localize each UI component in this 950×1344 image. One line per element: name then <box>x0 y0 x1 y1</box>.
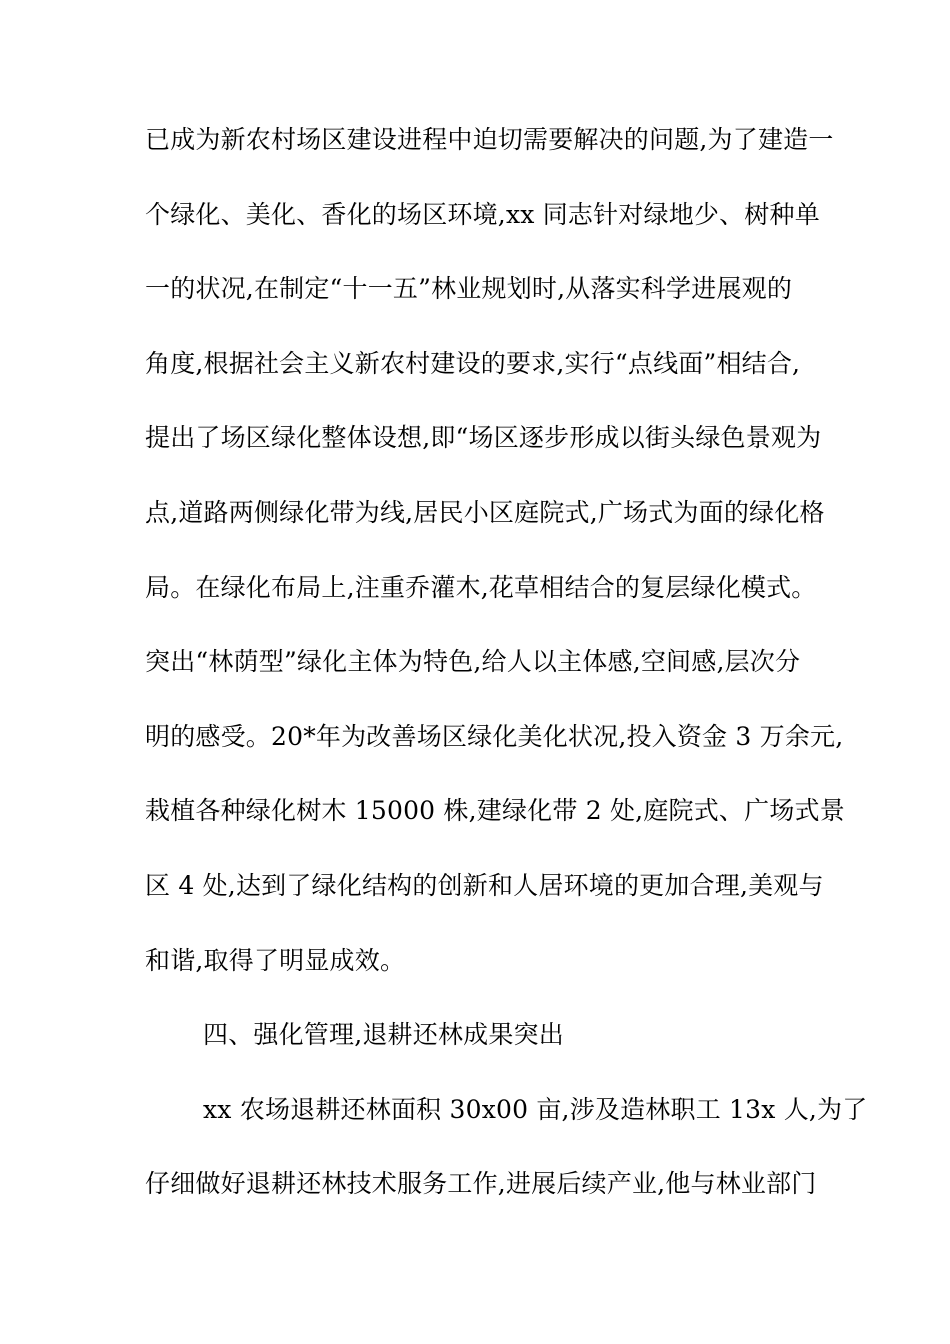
paragraph-line: 角度,根据社会主义新农村建设的要求,实行“点线面”相结合, <box>145 348 801 378</box>
paragraph-line: 已成为新农村场区建设进程中迫切需要解决的问题,为了建造一 <box>145 125 834 154</box>
paragraph-line: 点,道路两侧绿化带为线,居民小区庭院式,广场式为面的绿化格 <box>145 497 825 527</box>
paragraph-line: 提出了场区绿化整体设想,即“场区逐步形成以街头绿色景观为 <box>145 423 822 453</box>
paragraph-line: xx 农场退耕还林面积 30x00 亩,涉及造林职工 13x 人,为了 <box>203 1094 868 1124</box>
paragraph-line: 突出“林荫型”绿化主体为特色,给人以主体感,空间感,层次分 <box>145 647 801 677</box>
paragraph-line: 栽植各种绿化树木 15000 株,建绿化带 2 处,庭院式、广场式景 <box>145 796 845 826</box>
paragraph-line: 一的状况,在制定“十一五”林业规划时,从落实科学进展观的 <box>145 274 793 304</box>
section-heading: 四、强化管理,退耕还林成果突出 <box>203 1020 564 1050</box>
paragraph-line: 区 4 处,达到了绿化结构的创新和人居环境的更加合理,美观与 <box>145 870 824 900</box>
paragraph-line: 明的感受。20*年为改善场区绿化美化状况,投入资金 3 万余元, <box>145 721 844 751</box>
paragraph-line: 个绿化、美化、香化的场区环境,xx 同志针对绿地少、树种单 <box>145 199 820 229</box>
paragraph-line: 和谐,取得了明显成效。 <box>145 945 406 975</box>
paragraph-line: 局。在绿化布局上,注重乔灌木,花草相结合的复层绿化模式。 <box>145 572 817 602</box>
document-body <box>145 120 868 1239</box>
paragraph-line: 仔细做好退耕还林技术服务工作,进展后续产业,他与林业部门 <box>145 1169 817 1199</box>
